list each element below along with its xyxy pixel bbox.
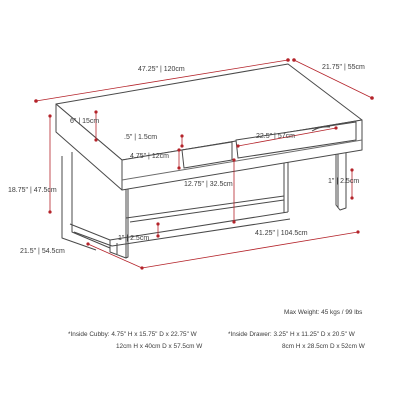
max-weight-text: Max Weight: 45 kgs / 99 lbs — [284, 309, 363, 316]
inside-cubby-metric-text: 12cm H x 40cm D x 57.5cm W — [116, 343, 203, 350]
depth-dimension-label: 21.75" | 55cm — [322, 64, 365, 71]
clearance-label: 12.75" | 32.5cm — [184, 181, 233, 188]
inside-drawer-text: *Inside Drawer: 3.25" H x 11.25" D x 20.5" W — [228, 331, 355, 338]
shelf-gap-label: 4.75" | 12cm — [130, 153, 169, 160]
width-dimension-label: 47.25" | 120cm — [138, 66, 185, 73]
leg-offset-label: 1" | 2.5cm — [328, 178, 360, 185]
drawer-width-label: 22.5" | 57cm — [256, 133, 295, 140]
frame-rail-label: 1" | 2.5cm — [118, 235, 150, 242]
frame-width-label: 41.25" | 104.5cm — [255, 230, 308, 237]
top-thickness-label: .5" | 1.5cm — [124, 134, 158, 141]
inside-cubby-text: *Inside Cubby: 4.75" H x 15.75" D x 22.75" W — [68, 331, 197, 338]
frame-depth-label: 21.5" | 54.5cm — [20, 248, 65, 255]
inside-drawer-metric-text: 8cm H x 28.5cm D x 52cm W — [282, 343, 365, 350]
cubby-height-label: 6" | 15cm — [70, 118, 100, 125]
total-height-label: 18.75" | 47.5cm — [8, 187, 57, 194]
